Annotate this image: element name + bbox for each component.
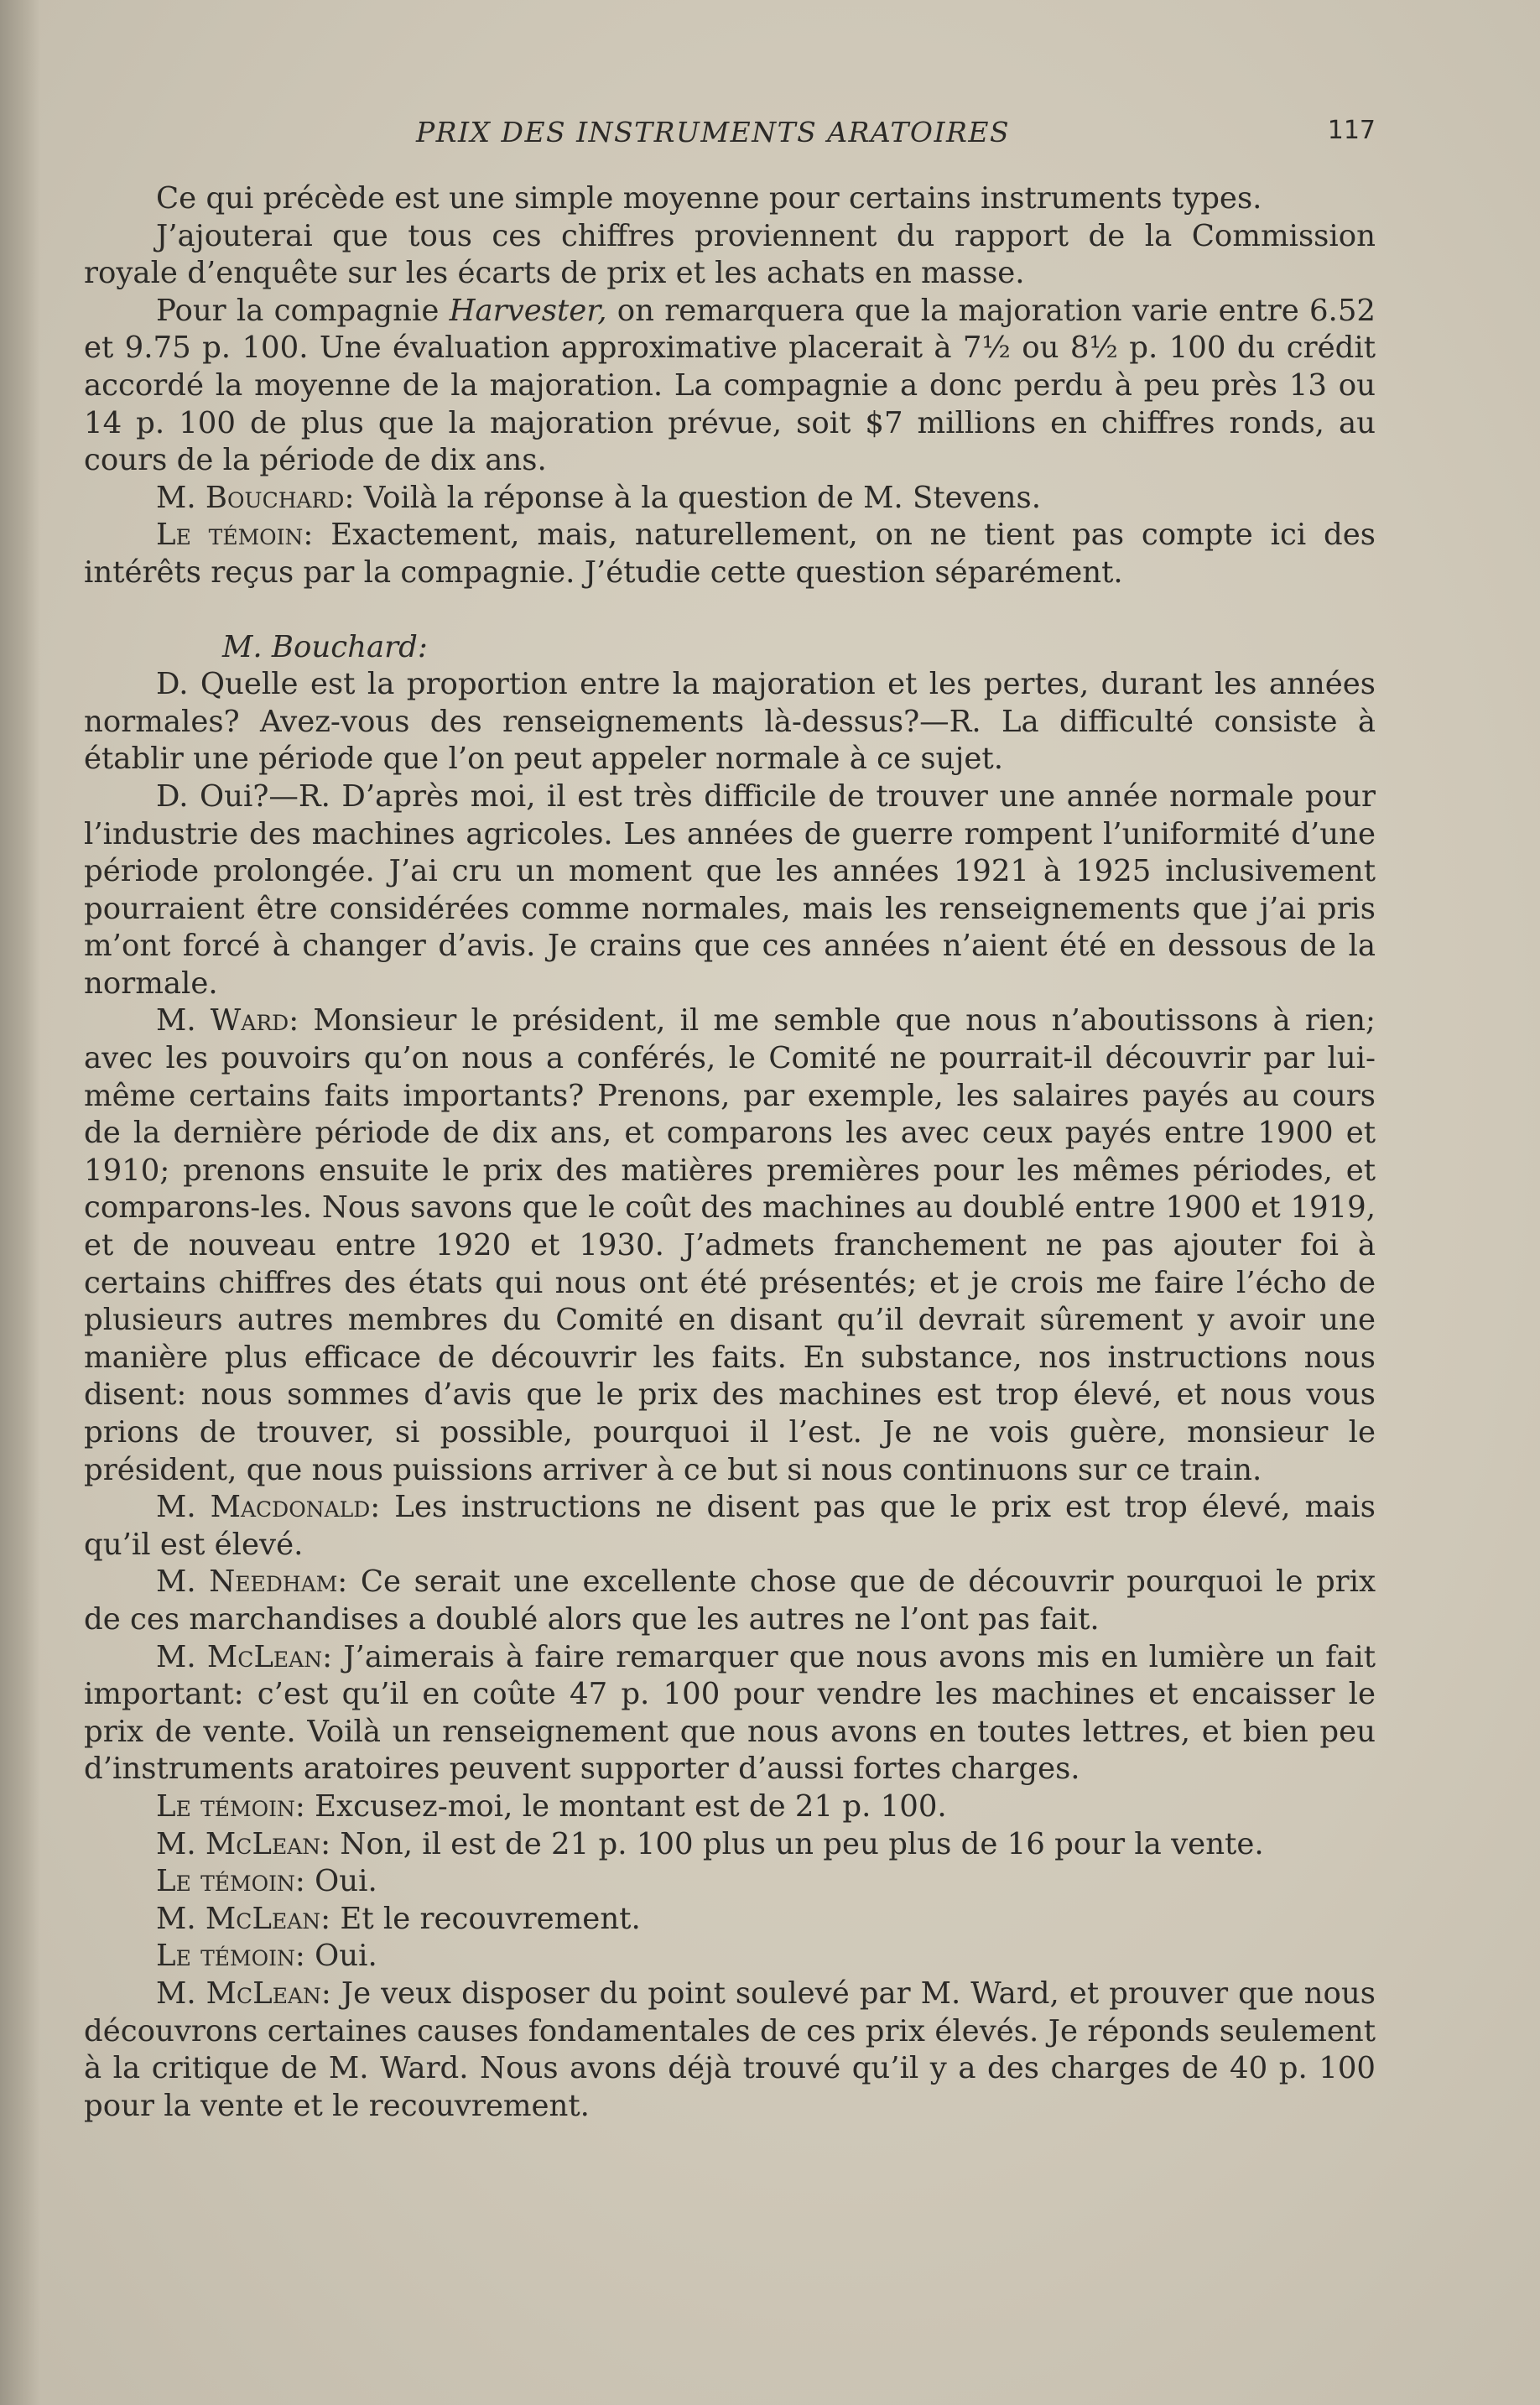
speaker-name: Le témoin [156, 1788, 295, 1824]
speech: M. McLean: Et le recouvrement. [156, 1901, 641, 1936]
question-answer: D. Quelle est la proportion entre la majoration et les pertes, durant les années normales? Avez-vous des renseignements là-dessus?—R. La difficulté consiste à établir une période que l’on peut appeler normale à ce sujet. [84, 667, 1376, 777]
question-answer: D. Oui?—R. D’après moi, il est très difficile de trouver une année normale pour l’industrie des machines agricoles. Les années de guerre rompent l’uniformité d’une période prolongée. J’ai cru un moment que les années 1921 à 1925 inclusivement pourraient être considérées comme normales, mais les renseignements que j’ai pris m’ont forcé à changer d’avis. Je crains que ces années n’aient été en dessous de la normale. [84, 778, 1376, 1001]
speech: M. McLean: J’aimerais à faire remarquer que nous avons mis en lumière un fait important: c’est qu’il en coûte 47 p. 100 pour vendre les machines et encaisser le prix de vente. Voilà un renseignement que nous avons en toutes lettres, et bien peu d’instruments aratoires peuvent supporter d’aussi fortes charges. [84, 1639, 1376, 1787]
speech: Le témoin: Excusez-moi, le montant est de 21 p. 100. [156, 1788, 947, 1824]
speech: M. Macdonald: Les instructions ne disent pas que le prix est trop élevé, mais qu’il est élevé. [84, 1490, 1376, 1562]
company-name: Harvester, [449, 293, 607, 328]
paragraph: J’ajouterai que tous ces chiffres proviennent du rapport de la Commission royale d’enquête sur les écarts de prix et les achats en masse. [84, 218, 1376, 291]
speaker-name: Le témoin [156, 1939, 295, 1974]
speech: Le témoin: Oui. [156, 1939, 377, 1974]
speaker-name: M. Ward [156, 1003, 289, 1039]
speech: M. McLean: Non, il est de 21 p. 100 plus un peu plus de 16 pour la vente. [156, 1826, 1264, 1861]
speaker-name: M. McLean [156, 1826, 321, 1861]
speech: Le témoin: Exactement, mais, naturellement, on ne tient pas compte ici des intérêts reçus par la compagnie. J’étudie cette question séparément. [84, 518, 1376, 590]
speech: M. Needham: Ce serait une excellente chose que de découvrir pourquoi le prix de ces marchandises a doublé alors que les autres ne l’ont pas fait. [84, 1564, 1376, 1637]
speaker-name: M. Needham [156, 1564, 338, 1600]
speaker-name: M. Macdonald [156, 1490, 371, 1525]
speaker-name: Le témoin [156, 518, 304, 553]
speech: Le témoin: Oui. [156, 1864, 377, 1899]
page-number: 117 [1327, 116, 1376, 145]
paragraph: Ce qui précède est une simple moyenne pour certains instruments types. [156, 181, 1262, 216]
paragraph: Pour la compagnie Harvester, on remarquera que la majoration varie entre 6.52 et 9.75 p. 100. Une évaluation approximative placerait à 7½ ou 8½ p. 100 du crédit accordé la moyenne de la majoration. La compagnie a donc perdu à peu près 13 ou 14 p. 100 de plus que la majoration prévue, soit $7 millions en chiffres ronds, au cours de la période de dix ans. [84, 293, 1376, 478]
running-header [92, 116, 1376, 156]
speaker-name: M. Bouchard [156, 480, 345, 515]
running-title: PRIX DES INSTRUMENTS ARATOIRES [415, 116, 1011, 148]
interlocutor-heading: M. Bouchard: [222, 629, 428, 664]
speaker-name: M. McLean [156, 1639, 323, 1674]
speaker-name: M. McLean [156, 1976, 321, 2011]
speech: M. Bouchard: Voilà la réponse à la question de M. Stevens. [156, 480, 1042, 515]
page-binding-shadow [0, 0, 40, 2405]
speaker-name: Le témoin [156, 1864, 295, 1899]
speech: M. McLean: Je veux disposer du point soulevé par M. Ward, et prouver que nous découvrons certaines causes fondamentales de ces prix élevés. Je réponds seulement à la critique de M. Ward. Nous avons déjà trouvé qu’il y a des charges de 40 p. 100 pour la vente et le recouvrement. [84, 1976, 1376, 2123]
speech: M. Ward: Monsieur le président, il me semble que nous n’aboutissons à rien; avec les pouvoirs qu’on nous a conférés, le Comité ne pourrait-il découvrir par lui-même certains faits importants? Prenons, par exemple, les salaires payés au cours de la dernière période de dix ans, et comparons les avec ceux payés entre 1900 et 1910; prenons ensuite le prix des matières premières pour les mêmes périodes, et comparons-les. Nous savons que le coût des machines au doublé entre 1900 et 1919, et de nouveau entre 1920 et 1930. J’admets franchement ne pas ajouter foi à certains chiffres des états qui nous ont été présentés; et je crois me faire l’écho de plusieurs autres membres du Comité en disant qu’il devrait sûrement y avoir une manière plus efficace de découvrir les faits. En substance, nos instructions nous disent: nous sommes d’avis que le prix des machines est trop élevé, et nous vous prions de trouver, si possible, pourquoi il l’est. Je ne vois guère, monsieur le président, que nous puissions arriver à ce but si nous continuons sur ce train. [84, 1003, 1376, 1487]
body-text [84, 180, 1376, 2125]
speaker-name: M. McLean [156, 1901, 321, 1936]
